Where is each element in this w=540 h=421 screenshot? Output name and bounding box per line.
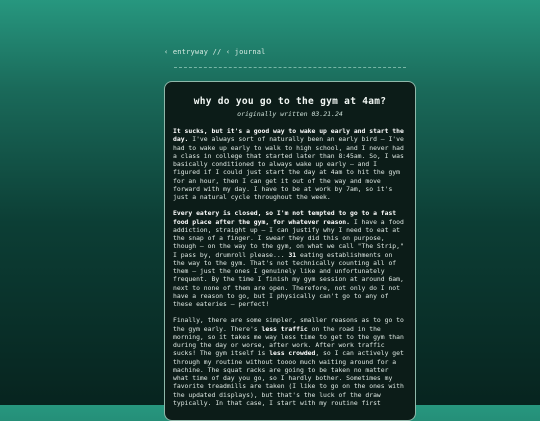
journal-entry-card (164, 81, 416, 421)
paragraph-3-text-b: on the road in the morning, so it takes me way less time to get to the gym than during the day or worse, after work. After work traffic sucks! The gym itself is (173, 324, 404, 358)
eatery-count: 31 (288, 250, 297, 259)
less-crowded-emphasis: less crowded (269, 349, 316, 358)
less-traffic-emphasis: less traffic (261, 324, 308, 333)
dashed-divider (174, 67, 406, 68)
post-title: why do you go to the gym at 4am? (193, 96, 387, 107)
paragraph-2 (173, 209, 407, 308)
paragraph-3-text-a: Finally, there are some simpler, smaller reasons as to go to the gym early. There's (173, 316, 404, 333)
paragraph-1-text: I've always sort of naturally been an early bird — I've had to wake up early to walk to high school, and I never had a class in college that started later than 8:45am. So, I was basically conditioned to always wake up early — and I figured if I could just start the day at 4am to hit the gym for an hour, then I can get it out of the way and move forward with my day. I have to be at work by 7am, so it's just a natural cycle throughout the week. (173, 135, 404, 201)
post-date: originally written 03.21.24 (237, 110, 343, 118)
paragraph-2-lead: Every eatery is closed, so I'm not tempted to go to a fast food place after the gym, for whatever reason. (173, 209, 397, 226)
breadcrumb-separator: // (208, 48, 226, 56)
paragraph-3 (173, 316, 407, 407)
paragraph-3-text-c: , so I can actively get through my routine without toooo much waiting around for a machine. The squat racks are going to be taken no matter what time of day you go, so I hardly bother. Sometimes my favorite treadmills are taken (I like to go on the ones with the updated displays), but that's the luck of the draw typically. In that case, I start with my routine first (173, 349, 404, 407)
paragraph-1-lead: It sucks, but it's a good way to wake up early and start the day. (173, 127, 404, 144)
paragraph-2-text-b: eating establishments on the way to the gym. That's not technically counting all of them — just the ones I genuinely like and unfortunately frequent. By the time I finish my gym session at around 6am, next to none of them are open. Therefore, not only do I not have a reason to go, but I physically can't go to any of these eateries — perfect! (173, 250, 404, 308)
paragraph-1 (173, 127, 407, 201)
breadcrumb (164, 48, 266, 56)
breadcrumb-entryway-link[interactable]: ‹ entryway (164, 48, 209, 56)
breadcrumb-journal-link[interactable]: ‹ journal (225, 48, 266, 56)
paragraph-2-text-a: I have a food addiction, straight up — I can justify why I need to eat at the snap of a finger. I swear they did this on purpose, though — on the way to the gym, on what we call "The Strip," I pass by, drumroll please... (173, 217, 404, 259)
